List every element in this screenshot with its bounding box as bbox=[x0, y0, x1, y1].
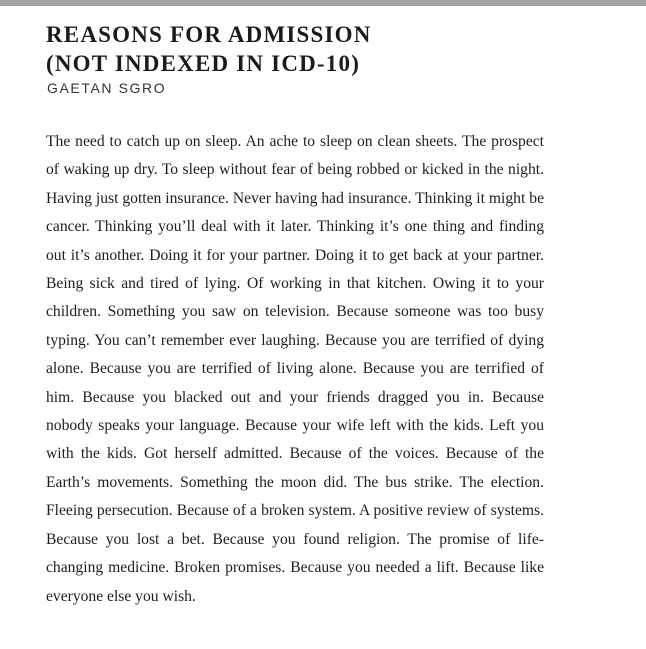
title-line-1: REASONS FOR ADMISSION bbox=[46, 22, 372, 47]
author-name: GAETAN SGRO bbox=[47, 80, 167, 96]
title-line-2: (NOT INDEXED IN ICD-10) bbox=[46, 51, 361, 76]
top-divider-bar bbox=[0, 0, 646, 6]
page-title bbox=[46, 20, 372, 78]
body-paragraph: The need to catch up on sleep. An ache to sleep on clean sheets. The prospect of waking up dry. To sleep without fear of being robbed or kicked in the night. Having just gotten insurance. Never having had insurance. Thinking it might be cancer. Thinking you’ll deal with it later. Thinking it’s one thing and finding out it’s another. Doing it for your partner. Doing it to get back at your partner. Being sick and tired of lying. Of working in that kitchen. Owing it to your children. Something you saw on television. Because someone was too busy typing. You can’t remember ever laughing. Because you are terrified of dying alone. Because you are terrified of living alone. Because you are terrified of him. Because you blacked out and your friends dragged you in. Because nobody speaks your language. Because your wife left with the kids. Left you with the kids. Got herself admitted. Because of the voices. Because of the Earth’s movements. Something the moon did. The bus strike. The election. Fleeing persecution. Because of a broken system. A positive review of systems. Because you lost a bet. Because you found religion. The promise of life-changing medicine. Broken promises. Because you needed a lift. Because like everyone else you wish. bbox=[46, 133, 544, 605]
